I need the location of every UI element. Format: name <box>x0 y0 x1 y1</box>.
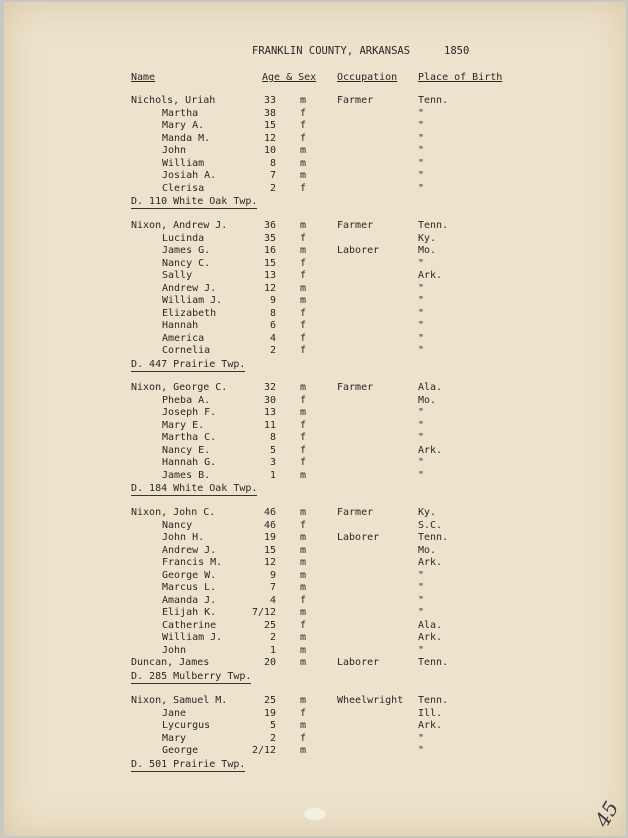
person-age: 4 <box>269 332 276 344</box>
person-name: George W. <box>162 569 217 581</box>
person-name: Elizabeth <box>162 307 217 319</box>
census-row <box>4 620 624 633</box>
person-name: Mary A. <box>162 120 205 131</box>
person-name: John <box>162 145 187 156</box>
person-name: Mary <box>162 732 187 744</box>
person-age: 8 <box>269 432 276 443</box>
census-row <box>4 445 624 458</box>
census-row <box>4 570 624 583</box>
person-sex: m <box>300 532 307 543</box>
person-age: 10 <box>263 145 276 156</box>
person-birthplace: " <box>418 419 425 431</box>
person-birthplace: " <box>418 170 425 181</box>
person-age: 9 <box>269 569 276 581</box>
census-row <box>4 407 624 420</box>
person-age: 13 <box>263 270 276 281</box>
person-name: Manda M. <box>162 132 211 144</box>
census-row <box>4 145 624 158</box>
person-name: William J. <box>162 295 223 306</box>
person-sex: m <box>300 745 307 756</box>
person-birthplace: " <box>418 569 425 581</box>
census-row <box>4 470 624 483</box>
census-row <box>4 183 624 196</box>
person-birthplace: " <box>418 345 425 356</box>
person-age: 2 <box>269 345 276 356</box>
person-age: 25 <box>263 619 276 631</box>
person-sex: m <box>300 407 307 418</box>
person-sex: m <box>300 632 307 643</box>
person-name: Sally <box>162 270 193 281</box>
census-page <box>4 2 626 836</box>
census-row <box>4 120 624 133</box>
person-occupation: Farmer <box>337 507 374 518</box>
census-row <box>4 607 624 620</box>
person-age: 2 <box>269 182 276 194</box>
person-name: John H. <box>162 532 205 543</box>
district-note: D. 184 White Oak Twp. <box>131 483 258 494</box>
person-name: William <box>162 157 205 169</box>
person-name: Nixon, John C. <box>131 507 216 518</box>
person-name: Nixon, Samuel M. <box>131 695 228 706</box>
census-row <box>4 133 624 146</box>
census-row <box>4 320 624 333</box>
person-sex: m <box>300 220 307 231</box>
person-birthplace: Ky. <box>418 232 437 244</box>
census-row <box>4 520 624 533</box>
person-occupation: Farmer <box>337 382 374 393</box>
person-name: Jane <box>162 707 187 719</box>
census-row <box>4 532 624 545</box>
person-sex: m <box>300 582 307 593</box>
person-name: Pheba A. <box>162 394 211 406</box>
person-sex: f <box>300 594 307 606</box>
person-birthplace: " <box>418 157 425 169</box>
census-row <box>4 395 624 408</box>
person-age: 30 <box>263 394 276 406</box>
person-age: 7/12 <box>252 607 277 618</box>
paper-smudge <box>304 808 326 820</box>
person-name: Hannah <box>162 320 199 331</box>
person-age: 33 <box>263 95 276 106</box>
person-name: Duncan, James <box>131 657 210 668</box>
column-header-occupation: Occupation <box>337 72 398 83</box>
person-age: 15 <box>263 257 276 269</box>
person-age: 11 <box>263 419 276 431</box>
person-sex: f <box>300 444 307 456</box>
census-row <box>4 645 624 658</box>
person-name: Francis M. <box>162 557 223 568</box>
person-sex: f <box>300 619 307 631</box>
census-row <box>4 382 624 395</box>
person-age: 2 <box>269 632 276 643</box>
person-age: 2 <box>269 732 276 744</box>
person-sex: f <box>300 707 307 719</box>
person-age: 20 <box>263 657 276 668</box>
census-row <box>4 270 624 283</box>
person-age: 4 <box>269 594 276 606</box>
district-note: D. 447 Prairie Twp. <box>131 358 246 370</box>
census-row <box>4 432 624 445</box>
person-age: 46 <box>263 507 276 518</box>
person-name: Mary E. <box>162 419 205 431</box>
person-occupation: Laborer <box>337 532 380 543</box>
person-age: 1 <box>269 644 276 656</box>
person-birthplace: Ark. <box>418 270 443 281</box>
person-sex: f <box>300 332 307 344</box>
census-row <box>4 745 624 758</box>
person-birthplace: " <box>418 582 425 593</box>
person-sex: f <box>300 120 307 131</box>
column-header-age-sex: Age & Sex <box>262 72 317 83</box>
person-age: 8 <box>269 157 276 169</box>
person-sex: f <box>300 270 307 281</box>
person-name: John <box>162 644 187 656</box>
person-birthplace: " <box>418 182 425 194</box>
person-name: Nichols, Uriah <box>131 95 216 106</box>
person-sex: m <box>300 720 307 731</box>
person-name: Lycurgus <box>162 720 211 731</box>
census-row <box>4 158 624 171</box>
person-birthplace: Tenn. <box>418 95 449 106</box>
person-age: 5 <box>269 444 276 456</box>
person-birthplace: Ill. <box>418 707 443 719</box>
census-row <box>4 420 624 433</box>
person-age: 1 <box>269 469 276 481</box>
person-birthplace: " <box>418 282 425 294</box>
person-birthplace: Tenn. <box>418 657 449 668</box>
person-sex: f <box>300 432 307 443</box>
person-sex: m <box>300 95 307 106</box>
census-row <box>4 220 624 233</box>
census-row <box>4 457 624 470</box>
person-birthplace: " <box>418 320 425 331</box>
census-row <box>4 108 624 121</box>
person-birthplace: " <box>418 307 425 319</box>
person-name: Hannah G. <box>162 457 217 468</box>
person-sex: f <box>300 419 307 431</box>
person-sex: m <box>300 282 307 294</box>
person-name: Andrew J. <box>162 282 217 294</box>
person-birthplace: " <box>418 607 425 618</box>
person-birthplace: Tenn. <box>418 220 449 231</box>
person-age: 9 <box>269 295 276 306</box>
person-sex: f <box>300 457 307 468</box>
person-name: Nixon, Andrew J. <box>131 220 228 231</box>
person-birthplace: " <box>418 432 425 443</box>
person-age: 15 <box>263 544 276 556</box>
person-birthplace: " <box>418 469 425 481</box>
census-row <box>4 632 624 645</box>
census-row <box>4 308 624 321</box>
person-age: 3 <box>269 457 276 468</box>
person-sex: m <box>300 245 307 256</box>
person-name: Catherine <box>162 619 217 631</box>
person-birthplace: " <box>418 132 425 144</box>
person-age: 12 <box>263 557 276 568</box>
person-name: Nancy E. <box>162 444 211 456</box>
person-birthplace: Ark. <box>418 632 443 643</box>
person-name: Nixon, George C. <box>131 382 228 393</box>
person-age: 38 <box>263 107 276 119</box>
person-sex: m <box>300 657 307 668</box>
person-name: Lucinda <box>162 232 205 244</box>
person-age: 12 <box>263 282 276 294</box>
column-header-name: Name <box>131 72 156 83</box>
census-row <box>4 283 624 296</box>
person-name: Josiah A. <box>162 170 217 181</box>
person-birthplace: Mo. <box>418 544 437 556</box>
person-age: 7 <box>269 170 276 181</box>
person-name: Martha C. <box>162 432 217 443</box>
person-sex: f <box>300 107 307 119</box>
person-sex: f <box>300 519 307 531</box>
person-sex: m <box>300 145 307 156</box>
person-birthplace: " <box>418 120 425 131</box>
census-row <box>4 545 624 558</box>
person-sex: m <box>300 157 307 169</box>
person-sex: f <box>300 307 307 319</box>
person-occupation: Laborer <box>337 245 380 256</box>
person-sex: f <box>300 732 307 744</box>
person-birthplace: " <box>418 257 425 269</box>
person-sex: m <box>300 695 307 706</box>
census-row <box>4 507 624 520</box>
person-occupation: Wheelwright <box>337 695 404 706</box>
person-sex: m <box>300 170 307 181</box>
person-birthplace: " <box>418 732 425 744</box>
person-name: Amanda J. <box>162 594 217 606</box>
person-birthplace: " <box>418 644 425 656</box>
census-row <box>4 170 624 183</box>
person-name: Cornelia <box>162 345 211 356</box>
census-row <box>4 695 624 708</box>
person-birthplace: " <box>418 745 425 756</box>
person-age: 19 <box>263 532 276 543</box>
person-age: 13 <box>263 407 276 418</box>
census-row <box>4 245 624 258</box>
person-sex: m <box>300 469 307 481</box>
census-row <box>4 233 624 246</box>
person-sex: f <box>300 320 307 331</box>
person-birthplace: Mo. <box>418 245 437 256</box>
person-age: 35 <box>263 232 276 244</box>
column-header-birth: Place of Birth <box>418 72 503 83</box>
person-sex: m <box>300 557 307 568</box>
person-birthplace: Ky. <box>418 507 437 518</box>
census-row <box>4 95 624 108</box>
district-note: D. 501 Prairie Twp. <box>131 758 246 770</box>
person-birthplace: Mo. <box>418 394 437 406</box>
person-name: William J. <box>162 632 223 643</box>
person-birthplace: " <box>418 457 425 468</box>
person-birthplace: " <box>418 332 425 344</box>
person-age: 36 <box>263 220 276 231</box>
person-age: 32 <box>263 382 276 393</box>
person-age: 25 <box>263 695 276 706</box>
census-row <box>4 345 624 358</box>
person-age: 16 <box>263 245 276 256</box>
person-birthplace: S.C. <box>418 519 443 531</box>
person-name: Joseph F. <box>162 407 217 418</box>
person-birthplace: " <box>418 594 425 606</box>
census-row <box>4 720 624 733</box>
person-birthplace: Ark. <box>418 444 443 456</box>
person-age: 15 <box>263 120 276 131</box>
person-age: 6 <box>269 320 276 331</box>
person-sex: f <box>300 232 307 244</box>
person-occupation: Farmer <box>337 95 374 106</box>
person-age: 8 <box>269 307 276 319</box>
census-row <box>4 708 624 721</box>
person-birthplace: Tenn. <box>418 695 449 706</box>
census-row <box>4 657 624 670</box>
person-name: America <box>162 332 205 344</box>
district-note: D. 110 White Oak Twp. <box>131 196 258 207</box>
person-occupation: Laborer <box>337 657 380 668</box>
census-row <box>4 295 624 308</box>
person-name: George <box>162 745 199 756</box>
person-birthplace: " <box>418 107 425 119</box>
person-sex: m <box>300 644 307 656</box>
person-name: Nancy <box>162 519 193 531</box>
person-name: Nancy C. <box>162 257 211 269</box>
person-occupation: Farmer <box>337 220 374 231</box>
person-sex: m <box>300 607 307 618</box>
person-sex: f <box>300 394 307 406</box>
person-sex: m <box>300 507 307 518</box>
page-number: 45 <box>589 796 624 832</box>
census-row <box>4 333 624 346</box>
person-birthplace: " <box>418 295 425 306</box>
person-age: 19 <box>263 707 276 719</box>
person-sex: m <box>300 569 307 581</box>
person-name: Elijah K. <box>162 607 217 618</box>
census-row <box>4 258 624 271</box>
district-note: D. 285 Mulberry Twp. <box>131 670 252 682</box>
person-sex: m <box>300 295 307 306</box>
person-name: Clerisa <box>162 182 205 194</box>
census-row <box>4 733 624 746</box>
person-birthplace: Ala. <box>418 382 443 393</box>
person-birthplace: Ark. <box>418 720 443 731</box>
person-age: 7 <box>269 582 276 593</box>
person-age: 2/12 <box>252 745 277 756</box>
person-name: Martha <box>162 107 199 119</box>
person-birthplace: Tenn. <box>418 532 449 543</box>
person-age: 46 <box>263 519 276 531</box>
person-sex: f <box>300 182 307 194</box>
person-name: Andrew J. <box>162 544 217 556</box>
census-row <box>4 557 624 570</box>
person-age: 12 <box>263 132 276 144</box>
person-sex: f <box>300 132 307 144</box>
person-sex: f <box>300 257 307 269</box>
person-birthplace: " <box>418 145 425 156</box>
person-birthplace: " <box>418 407 425 418</box>
person-age: 5 <box>269 720 276 731</box>
person-name: Marcus L. <box>162 582 217 593</box>
person-birthplace: Ala. <box>418 619 443 631</box>
person-sex: m <box>300 544 307 556</box>
page-title: FRANKLIN COUNTY, ARKANSAS <box>252 45 411 57</box>
page-year: 1850 <box>444 45 470 57</box>
person-sex: m <box>300 382 307 393</box>
census-row <box>4 595 624 608</box>
census-row <box>4 582 624 595</box>
person-sex: f <box>300 345 307 356</box>
person-birthplace: Ark. <box>418 557 443 568</box>
person-name: James B. <box>162 469 211 481</box>
person-name: James G. <box>162 245 211 256</box>
